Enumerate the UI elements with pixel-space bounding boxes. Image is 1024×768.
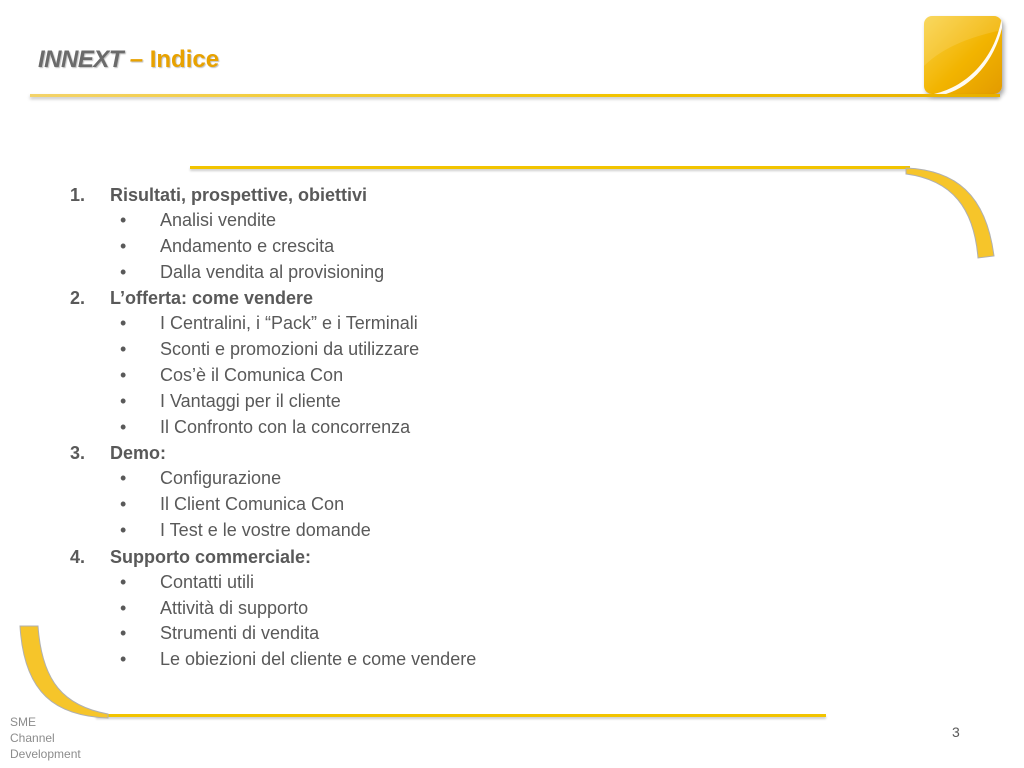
footer-line-3: Development bbox=[10, 747, 81, 761]
bullet-icon: • bbox=[120, 339, 127, 360]
list-item-label: Attività di supporto bbox=[160, 597, 309, 618]
list-item bbox=[70, 570, 476, 596]
bullet-icon: • bbox=[120, 261, 127, 282]
list-item-label: Il Client Comunica Con bbox=[160, 494, 345, 515]
bullet-icon: • bbox=[120, 494, 127, 515]
title-separator: – bbox=[129, 46, 144, 73]
list-item bbox=[70, 337, 476, 363]
bullet-icon: • bbox=[120, 519, 127, 540]
header-divider bbox=[30, 94, 1000, 97]
list-item-label: Contatti utili bbox=[160, 571, 255, 592]
bullet-icon: • bbox=[120, 235, 127, 256]
list-item-label: Dalla vendita al provisioning bbox=[160, 261, 385, 282]
list-item bbox=[70, 415, 476, 441]
bullet-icon: • bbox=[120, 623, 127, 644]
page-number: 3 bbox=[952, 724, 960, 740]
bullet-icon: • bbox=[120, 390, 127, 411]
table-of-contents bbox=[70, 182, 476, 673]
list-item bbox=[70, 518, 476, 544]
footer-line-1: SME bbox=[10, 715, 37, 729]
toc-section-4 bbox=[70, 544, 476, 673]
toc-section-1 bbox=[70, 182, 476, 285]
bullet-icon: • bbox=[120, 571, 127, 592]
title-subtitle: Indice bbox=[149, 46, 220, 73]
list-item-label: Cos’è il Comunica Con bbox=[160, 364, 344, 385]
toc-section-3 bbox=[70, 440, 476, 543]
list-item-label: Strumenti di vendita bbox=[160, 623, 320, 644]
list-item-label: Le obiezioni del cliente e come vendere bbox=[160, 649, 477, 670]
bullet-icon: • bbox=[120, 210, 127, 230]
list-item-label: Analisi vendite bbox=[160, 210, 277, 230]
section-number: 4. bbox=[70, 546, 86, 567]
list-item bbox=[70, 596, 476, 622]
list-item-label: I Vantaggi per il cliente bbox=[160, 390, 341, 411]
title-brand: INNEXT bbox=[38, 46, 124, 73]
footer-label bbox=[10, 714, 81, 762]
list-item-label: I Test e le vostre domande bbox=[160, 519, 371, 540]
list-item bbox=[70, 492, 476, 518]
section-title: L’offerta: come vendere bbox=[110, 288, 314, 309]
bullet-icon: • bbox=[120, 416, 127, 437]
bullet-icon: • bbox=[120, 313, 127, 334]
list-item bbox=[70, 466, 476, 492]
bullet-icon: • bbox=[120, 597, 127, 618]
section-number: 3. bbox=[70, 443, 86, 464]
list-item bbox=[70, 234, 476, 260]
list-item-label: Sconti e promozioni da utilizzare bbox=[160, 339, 420, 360]
section-title: Supporto commerciale: bbox=[110, 546, 312, 567]
slide-title bbox=[38, 46, 219, 74]
list-item bbox=[70, 208, 476, 234]
list-item bbox=[70, 311, 476, 337]
content-top-divider bbox=[190, 166, 910, 169]
content-bottom-divider bbox=[96, 714, 826, 717]
footer-line-2: Channel bbox=[10, 731, 55, 745]
list-item-label: Il Confronto con la concorrenza bbox=[160, 416, 411, 437]
list-item bbox=[70, 647, 476, 673]
bullet-icon: • bbox=[120, 649, 127, 670]
section-title: Demo: bbox=[110, 443, 167, 464]
list-item bbox=[70, 260, 476, 286]
section-number: 2. bbox=[70, 288, 86, 309]
top-right-swoosh-icon bbox=[900, 164, 1000, 264]
list-item bbox=[70, 363, 476, 389]
list-item bbox=[70, 389, 476, 415]
list-item-label: Configurazione bbox=[160, 468, 282, 489]
list-item bbox=[70, 621, 476, 647]
bullet-icon: • bbox=[120, 364, 127, 385]
bullet-icon: • bbox=[120, 468, 127, 489]
list-item-label: Andamento e crescita bbox=[160, 235, 335, 256]
section-title: Risultati, prospettive, obiettivi bbox=[110, 185, 368, 205]
section-number: 1. bbox=[70, 185, 86, 205]
list-item-label: I Centralini, i “Pack” e i Terminali bbox=[160, 313, 418, 334]
brand-logo-icon bbox=[924, 16, 1002, 94]
toc-section-2 bbox=[70, 285, 476, 440]
